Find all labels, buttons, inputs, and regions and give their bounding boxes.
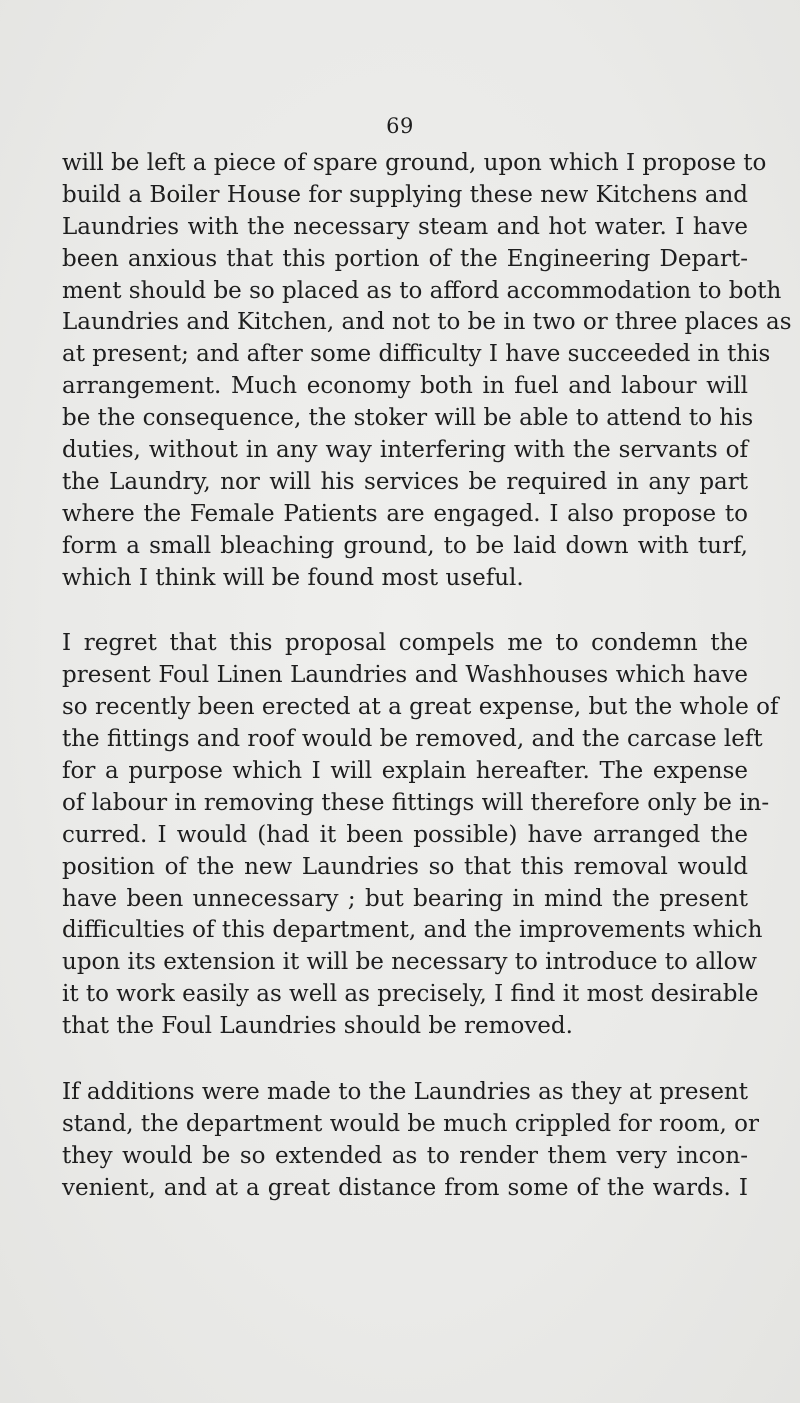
paragraph <box>62 148 792 594</box>
body-text <box>62 148 792 1205</box>
text-line: will be left a piece of spare ground, upon which I propose to <box>62 150 767 176</box>
text-line: duties, without in any way interfering with the servants of <box>62 437 748 464</box>
paragraph <box>62 628 779 1043</box>
text-line: for a purpose which I will explain hereafter. The expense <box>62 758 748 785</box>
text-line: have been unnecessary ; but bearing in mind the present <box>62 885 748 912</box>
text-line: Laundries with the necessary steam and hot water. I have <box>62 213 748 240</box>
paragraph-gap <box>62 1043 748 1077</box>
text-line: so recently been erected at a great expense, but the whole of <box>62 694 779 721</box>
text-line: position of the new Laundries so that this removal would <box>62 853 748 880</box>
text-line: they would be so extended as to render them very incon- <box>62 1142 748 1169</box>
page-number: 69 <box>386 114 414 138</box>
text-line: be the consequence, the stoker will be able to attend to his <box>62 405 754 432</box>
text-line: where the Female Patients are engaged. I also propose to <box>62 500 748 527</box>
text-line: which I think will be found most useful. <box>62 564 524 591</box>
text-line: the Laundry, nor will his services be required in any part <box>62 468 748 495</box>
paragraph-gap <box>62 594 748 628</box>
text-line: Laundries and Kitchen, and not to be in two or three places as <box>62 309 792 336</box>
text-line: build a Boiler House for supplying these new Kitchens and <box>62 181 748 208</box>
text-line: that the Foul Laundries should be removed. <box>62 1013 573 1040</box>
text-line: arrangement. Much economy both in fuel and labour will <box>62 373 748 400</box>
text-line: upon its extension it will be necessary to introduce to allow <box>62 949 758 976</box>
text-line: of labour in removing these fittings will therefore only be in- <box>62 789 770 816</box>
text-line: curred. I would (had it been possible) have arranged the <box>62 821 748 848</box>
text-line: the fittings and roof would be removed, and the carcase left <box>62 726 763 753</box>
text-line: form a small bleaching ground, to be laid down with turf, <box>62 532 748 559</box>
paragraph <box>62 1077 760 1205</box>
text-line: stand, the department would be much crippled for room, or <box>62 1110 760 1137</box>
text-line: at present; and after some difficulty I have succeeded in this <box>62 341 771 368</box>
text-line: difficulties of this department, and the improvements which <box>62 917 763 944</box>
text-line: it to work easily as well as precisely, I find it most desirable <box>62 981 759 1008</box>
text-line: present Foul Linen Laundries and Washhouses which have <box>62 662 748 689</box>
text-line: I regret that this proposal compels me to condemn the <box>62 630 748 657</box>
text-line: been anxious that this portion of the Engineering Depart- <box>62 245 748 272</box>
text-line: venient, and at a great distance from some of the wards. I <box>62 1174 748 1201</box>
text-line: If additions were made to the Laundries as they at present <box>62 1079 748 1106</box>
text-line: ment should be so placed as to afford accommodation to both <box>62 277 782 304</box>
